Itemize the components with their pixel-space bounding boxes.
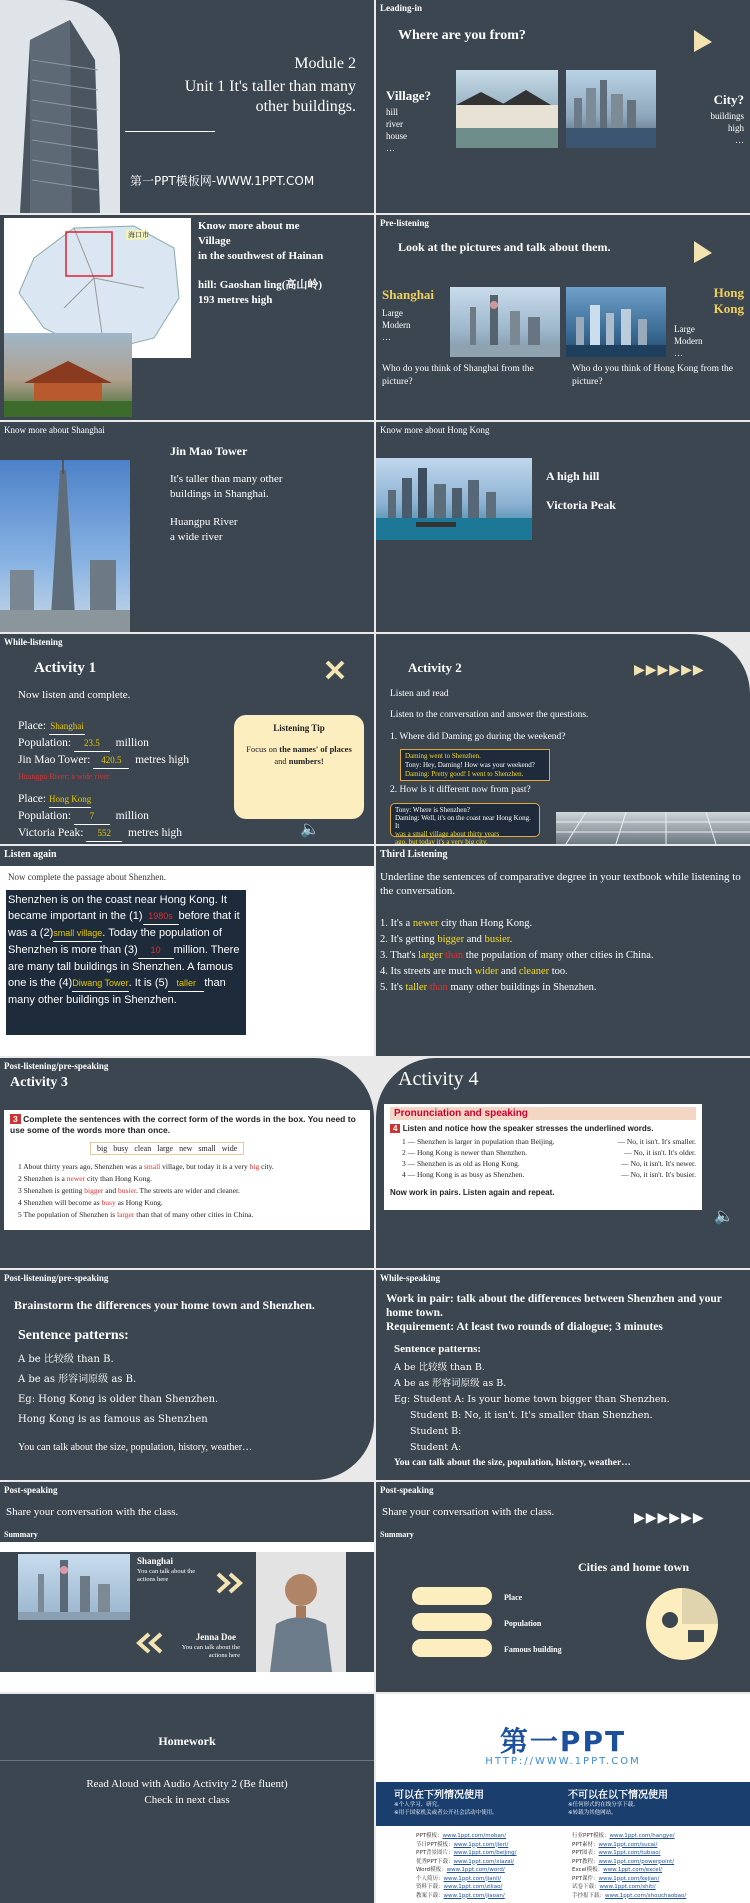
patterns: A be 比较级 than B. A be as 形容词原级 as B. Eg: Student A: Is your home town bigger than Shenzhen. Student B: No, it isn't. It's smaller than Shenzhen. Student B: Student A:	[394, 1362, 670, 1453]
chevron-left-icon[interactable]	[134, 1632, 164, 1654]
slide-credits[interactable]: 第一PPT HTTP://WWW.1PPT.COM 可以在下列情况使用 ※个人学习、研究。 ※用于国家机关或者公开社会活动中使用。 不可以在以下情况使用 ※任何形式的在线分享下载。 ※转载为其他网站。 PPT模板：www.1ppt.com/moban/ 节日PPT模板：www.1ppt.com/jieri/ PPT背景图片：www.1ppt.com/beijing/ 优秀PPT下载：www.1ppt.com/xiazai/ Word模板：www.1ppt.com/word/ 个人简历：www.1ppt.com/jianli/ 资料下载：www.1ppt.com/ziliao/ 教案下载：www.1ppt.com/jiaoan/ 行业PPT模板：www.1ppt.com/hangye/ PPT素材：www.1ppt.com/sucai/ PPT图表：www.1ppt.com/tubiao/ PPT教程：www.1ppt.com/powerpoint/ Excel模板：www.1ppt.com/excel/ PPT课件：www.1ppt.com/kejian/ 试卷下载：www.1ppt.com/shiti/ 手抄报下载：www.1ppt.com/shouchaobao/	[376, 1694, 750, 1903]
pronunciation-bar: Pronunciation and speaking	[390, 1107, 696, 1120]
chevron-right-icon[interactable]	[215, 1572, 245, 1594]
village-label: Village?	[386, 88, 432, 103]
divider	[125, 131, 215, 132]
answer-box-1: Daming went to Shenzhen. Tony: Hey, Daming! How was your weekend? Daming: Pretty good! I went to Shenzhen.	[400, 749, 550, 781]
arrows-icon: ▶▶▶▶▶▶	[634, 1510, 705, 1526]
slide-summary-2[interactable]	[376, 1482, 750, 1692]
question: Look at the pictures and talk about them.	[398, 240, 611, 254]
blank-4[interactable]: Diwang Tower	[72, 975, 128, 992]
patterns-heading: Sentence patterns:	[18, 1328, 129, 1343]
hill-label: A high hill	[546, 469, 600, 483]
question-1: 1. Where did Daming go during the weekend?	[390, 732, 566, 742]
summary-label: Summary	[380, 1530, 414, 1539]
activity-title: Activity 1	[34, 660, 97, 676]
hongkong-label: Hong Kong	[713, 285, 744, 316]
jenna-desc: You can talk about the actions here	[181, 1644, 240, 1659]
hongkong-photo	[566, 287, 666, 357]
talk-hint: You can talk about the size, population, history, weather…	[18, 1442, 253, 1453]
instruction: Underline the sentences of comparative degree in your textbook while listening to the conversation.	[380, 871, 741, 897]
activity-title: Activity 3	[10, 1075, 68, 1090]
cities-title: Cities and home town	[578, 1560, 690, 1574]
hill-text: hill: Gaoshan ling(高山岭) 193 metres high	[198, 279, 323, 306]
ppt-logo: 第一PPT	[499, 1725, 627, 1758]
links-left: PPT模板：www.1ppt.com/moban/ 节日PPT模板：www.1ppt.com/jieri/ PPT背景图片：www.1ppt.com/beijing/ 优秀PPT下载：www.1ppt.com/xiazai/ Word模板：www.1ppt.com/word/ 个人简历：www.1ppt.com/jianli/ 资料下载：www.1ppt.com/ziliao/ 教案下载：www.1ppt.com/jiaoan/	[416, 1833, 517, 1899]
slide-activity-4[interactable]	[376, 1058, 750, 1268]
slide-know-me[interactable]	[0, 215, 374, 420]
patterns-heading: Sentence patterns:	[394, 1343, 482, 1355]
hongkong-facts: Place: Hong Kong Population: 7 million Victoria Peak: 552 metres high	[18, 791, 182, 842]
slide-activity-2[interactable]	[376, 634, 750, 844]
module-title: Module 2	[294, 55, 356, 72]
section-tag: While-speaking	[380, 1273, 441, 1283]
peak-label: Victoria Peak	[546, 498, 616, 512]
triangle-icon	[694, 30, 716, 52]
know-me-text: Know more about me Village in the southwest of Hainan	[198, 220, 324, 262]
links-right: 行业PPT模板：www.1ppt.com/hangye/ PPT素材：www.1ppt.com/sucai/ PPT图表：www.1ppt.com/tubiao/ PPT教程：www.1ppt.com/powerpoint/ Excel模板：www.1ppt.com/excel/ PPT课件：www.1ppt.com/kejian/ 试卷下载：www.1ppt.com/shiti/ 手抄报下载：www.1ppt.com/shouchaobao/	[572, 1833, 687, 1899]
can-use-title: 可以在下列情况使用	[394, 1790, 484, 1801]
shanghai-label: Shanghai	[382, 287, 435, 302]
shanghai-photo	[18, 1554, 130, 1620]
homework-1: Read Aloud with Audio Activity 2 (Be fluent)	[86, 1778, 288, 1790]
floor-photo	[556, 812, 750, 844]
listen-read: Listen and read	[390, 689, 449, 699]
exercise-items: 1 About thirty years ago, Shenzhen was a small village, but today it is a very big city. 2 Shenzhen is a newer city than Hong Kong. 3 Shenzhen is getting bigger and busier. The streets are wider and cleaner. 4 Shenzhen will become as busy as Hong Kong. 5 The population of Shenzhen is larger than that of many other cities in China.	[18, 1162, 274, 1219]
jenna-label: Jenna Doe	[195, 1632, 236, 1642]
unit-title: Unit 1 It's taller than many	[184, 78, 356, 95]
share-text: Share your conversation with the class.	[6, 1506, 179, 1518]
answer-place-2[interactable]: Hong Kong	[49, 791, 91, 808]
slide-listen-again[interactable]	[0, 846, 374, 1056]
answer-place[interactable]: Shanghai	[49, 718, 85, 735]
slide-summary-1[interactable]	[0, 1482, 374, 1692]
patterns: A be 比较级 than B. A be as 形容词原级 as B. Eg: Hong Kong is older than Shenzhen. Hong Kong is as famous as Shenzhen	[18, 1354, 219, 1425]
shanghai-desc: You can talk about the actions here	[137, 1568, 196, 1583]
skyscraper-icon	[0, 0, 120, 213]
homework-2: Check in next class	[144, 1794, 230, 1806]
slide-pre-listening[interactable]	[376, 215, 750, 420]
section-tag: Know more about Hong Kong	[380, 425, 490, 435]
answer-peak[interactable]: 552	[86, 825, 122, 842]
question: Where are you from?	[398, 28, 526, 43]
shanghai-facts: Place: Shanghai Population: 23.5 million Jin Mao Tower: 420.5 metres high Huangpu River: a wide river	[18, 718, 189, 785]
shanghai-photo	[450, 287, 560, 357]
jinmao-desc: It's taller than many other buildings in Shanghai.	[170, 473, 283, 500]
city-photo	[566, 70, 656, 148]
slide-third-listening[interactable]	[376, 846, 750, 1056]
section-tag: Post-speaking	[4, 1485, 58, 1495]
talk-hint: You can talk about the size, population, history, weather…	[394, 1458, 631, 1468]
slide-brainstorm[interactable]	[0, 1270, 374, 1480]
hongkong-words: Large Modern …	[674, 324, 703, 358]
item-place: Place	[504, 1593, 523, 1602]
city-words: buildings high …	[710, 111, 744, 145]
village-photo	[456, 70, 558, 148]
slide-hong-kong[interactable]	[376, 422, 750, 632]
activity-title: Activity 4	[398, 1068, 479, 1090]
listen-instruction: Listen to the conversation and answer the questions.	[390, 710, 589, 720]
answer-height[interactable]: 420.5	[93, 752, 129, 769]
person-icon	[256, 1552, 346, 1672]
answer-population[interactable]: 23.5	[74, 735, 110, 752]
section-tag: Third Listening	[380, 849, 448, 860]
activity-title: Activity 2	[408, 660, 462, 675]
instruction: Now complete the passage about Shenzhen.	[8, 872, 166, 882]
section-tag: Know more about Shanghai	[4, 425, 105, 435]
brainstorm-title: Brainstorm the differences your home town and Shenzhen.	[14, 1298, 315, 1312]
slide-leading-in[interactable]	[376, 0, 750, 213]
blank-1[interactable]: 1980s	[143, 908, 179, 925]
section-tag: Post-listening/pre-speaking	[4, 1273, 109, 1283]
river-desc: Huangpu River a wide river	[170, 516, 238, 543]
tower-icon	[0, 460, 130, 632]
answer-population-2[interactable]: 7	[74, 808, 110, 825]
section-tag: Post-listening/pre-speaking	[4, 1061, 109, 1071]
exercise-box: 3 Complete the sentences with the correct form of the words in the box. You need to use some of the words more than once. big busy clean large new small wide 1 About thirty years ago, Shenzhen was a small village, but today it is a very big city. 2 Shenzhen is a newer city than Hong Kong. 3 Shenzhen is getting bigger and busier. The streets are wider and cleaner. 4 Shenzhen will become as busy as Hong Kong. 5 The population of Shenzhen is larger than that of many other cities in China.	[4, 1110, 370, 1230]
blank-3[interactable]: 10	[138, 942, 174, 959]
listening-tip: Listening Tip Focus on the names' of places and numbers!	[234, 715, 364, 819]
jinmao-photo	[0, 460, 130, 632]
blank-2[interactable]: small village	[53, 925, 102, 942]
person-photo	[256, 1552, 346, 1672]
passage-box: Shenzhen is on the coast near Hong Kong. It became important in the (1) 1980s before that it was a (2)small village. Today the population of Shenzhen is more than (3) 10 million. There are many tall buildings in Shenzhen. A famous one is the (4)Diwang Tower. It is (5) taller than many other buildings in Shenzhen.	[6, 890, 246, 1035]
instruction: Now listen and complete.	[18, 689, 131, 701]
summary-label: Summary	[4, 1530, 38, 1539]
section-tag: Pre-listening	[380, 218, 429, 228]
homework-title: Homework	[158, 1734, 216, 1748]
map-label: 海口市	[128, 231, 149, 239]
pronunciation-box: Pronunciation and speaking 4 Listen and notice how the speaker stresses the underlined words. 1 — Shenzhen is larger in population than Beijing. — No, it isn't. It's smaller. 2 — Hong Kong is newer than Shenzhen. — No, it isn't. It's older. 3 — Shenzhen is as old as Hong Kong. — No, it isn't. It's newer. 4 — Hong Kong is as busy as Shenzhen. — No, it isn't. It's busier. Now work in pairs. Listen again and repeat.	[384, 1104, 702, 1210]
shanghai-words: Large Modern …	[382, 308, 411, 342]
section-tag: Leading-in	[380, 3, 423, 13]
stress-rows: 1 — Shenzhen is larger in population than Beijing. — No, it isn't. It's smaller. 2 — Hong Kong is newer than Shenzhen. — No, it isn't. It's older. 3 — Shenzhen is as old as Hong Kong. — No, it isn't. It's newer. 4 — Hong Kong is as busy as Shenzhen. — No, it isn't. It's busier.	[402, 1137, 696, 1179]
pagoda-photo	[4, 333, 132, 417]
building-photo	[0, 0, 120, 213]
village-words: hill river house …	[386, 107, 407, 153]
answer-box-2: Tony: Where is Shenzhen? Daming: Well, it's on the coast near Hong Kong. It was a small village about thirty years ago, but today it's a very big city.	[390, 803, 540, 837]
slide-activity-1[interactable]	[0, 634, 374, 844]
site-url[interactable]: HTTP://WWW.1PPT.COM	[485, 1756, 641, 1767]
shanghai-label: Shanghai	[137, 1556, 174, 1566]
slide-while-speaking[interactable]	[376, 1270, 750, 1480]
pie-icon	[644, 1586, 720, 1662]
arrows-icon: ▶▶▶▶▶▶	[634, 662, 705, 678]
speaker-icon[interactable]: 🔈	[714, 1206, 734, 1225]
triangle-icon	[694, 241, 716, 263]
share-text: Share your conversation with the class.	[382, 1506, 555, 1518]
city-label: City?	[713, 92, 744, 107]
unit-title-2: other buildings.	[255, 98, 356, 115]
slide-activity-3[interactable]	[0, 1058, 374, 1268]
slide-homework[interactable]	[0, 1694, 374, 1903]
slide-title[interactable]	[0, 0, 374, 213]
section-tag: Post-speaking	[380, 1485, 434, 1495]
question-2: 2. How is it different now from past?	[390, 785, 531, 795]
pair-title: Work in pair: talk about the differences between Shenzhen and your home town.	[386, 1293, 722, 1319]
section-tag: Listen again	[4, 849, 57, 860]
comparative-list: 1. It's a newer city than Hong Kong. 2. It's getting bigger and busier. 3. That's larger than the population of many other cities in China. 4. Its streets are much wider and cleaner too. 5. It's taller than many other buildings in Shenzhen.	[380, 918, 654, 993]
hongkong-question: Who do you think of Hong Kong from the picture?	[572, 364, 733, 387]
item-population: Population	[504, 1619, 542, 1628]
speaker-icon[interactable]: 🔈	[300, 819, 320, 838]
jinmao-title: Jin Mao Tower	[170, 444, 248, 458]
blank-5[interactable]: taller	[168, 975, 204, 992]
red-note: Huangpu River: a wide river	[18, 772, 110, 781]
cannot-use-title: 不可以在以下情况使用	[568, 1790, 668, 1801]
item-famous-building: Famous building	[504, 1645, 562, 1654]
site-label: 第一PPT模板网-WWW.1PPT.COM	[130, 174, 315, 188]
close-icon[interactable]	[325, 660, 345, 680]
slide-jin-mao[interactable]	[0, 422, 374, 632]
shanghai-question: Who do you think of Shanghai from the picture?	[382, 364, 534, 387]
requirement: Requirement: At least two rounds of dialogue; 3 minutes	[386, 1321, 663, 1333]
pair-work: Now work in pairs. Listen again and repeat.	[390, 1188, 555, 1197]
section-tag: While-listening	[4, 637, 63, 647]
victoria-photo	[376, 458, 532, 540]
word-box: big busy clean large new small wide	[90, 1142, 244, 1155]
